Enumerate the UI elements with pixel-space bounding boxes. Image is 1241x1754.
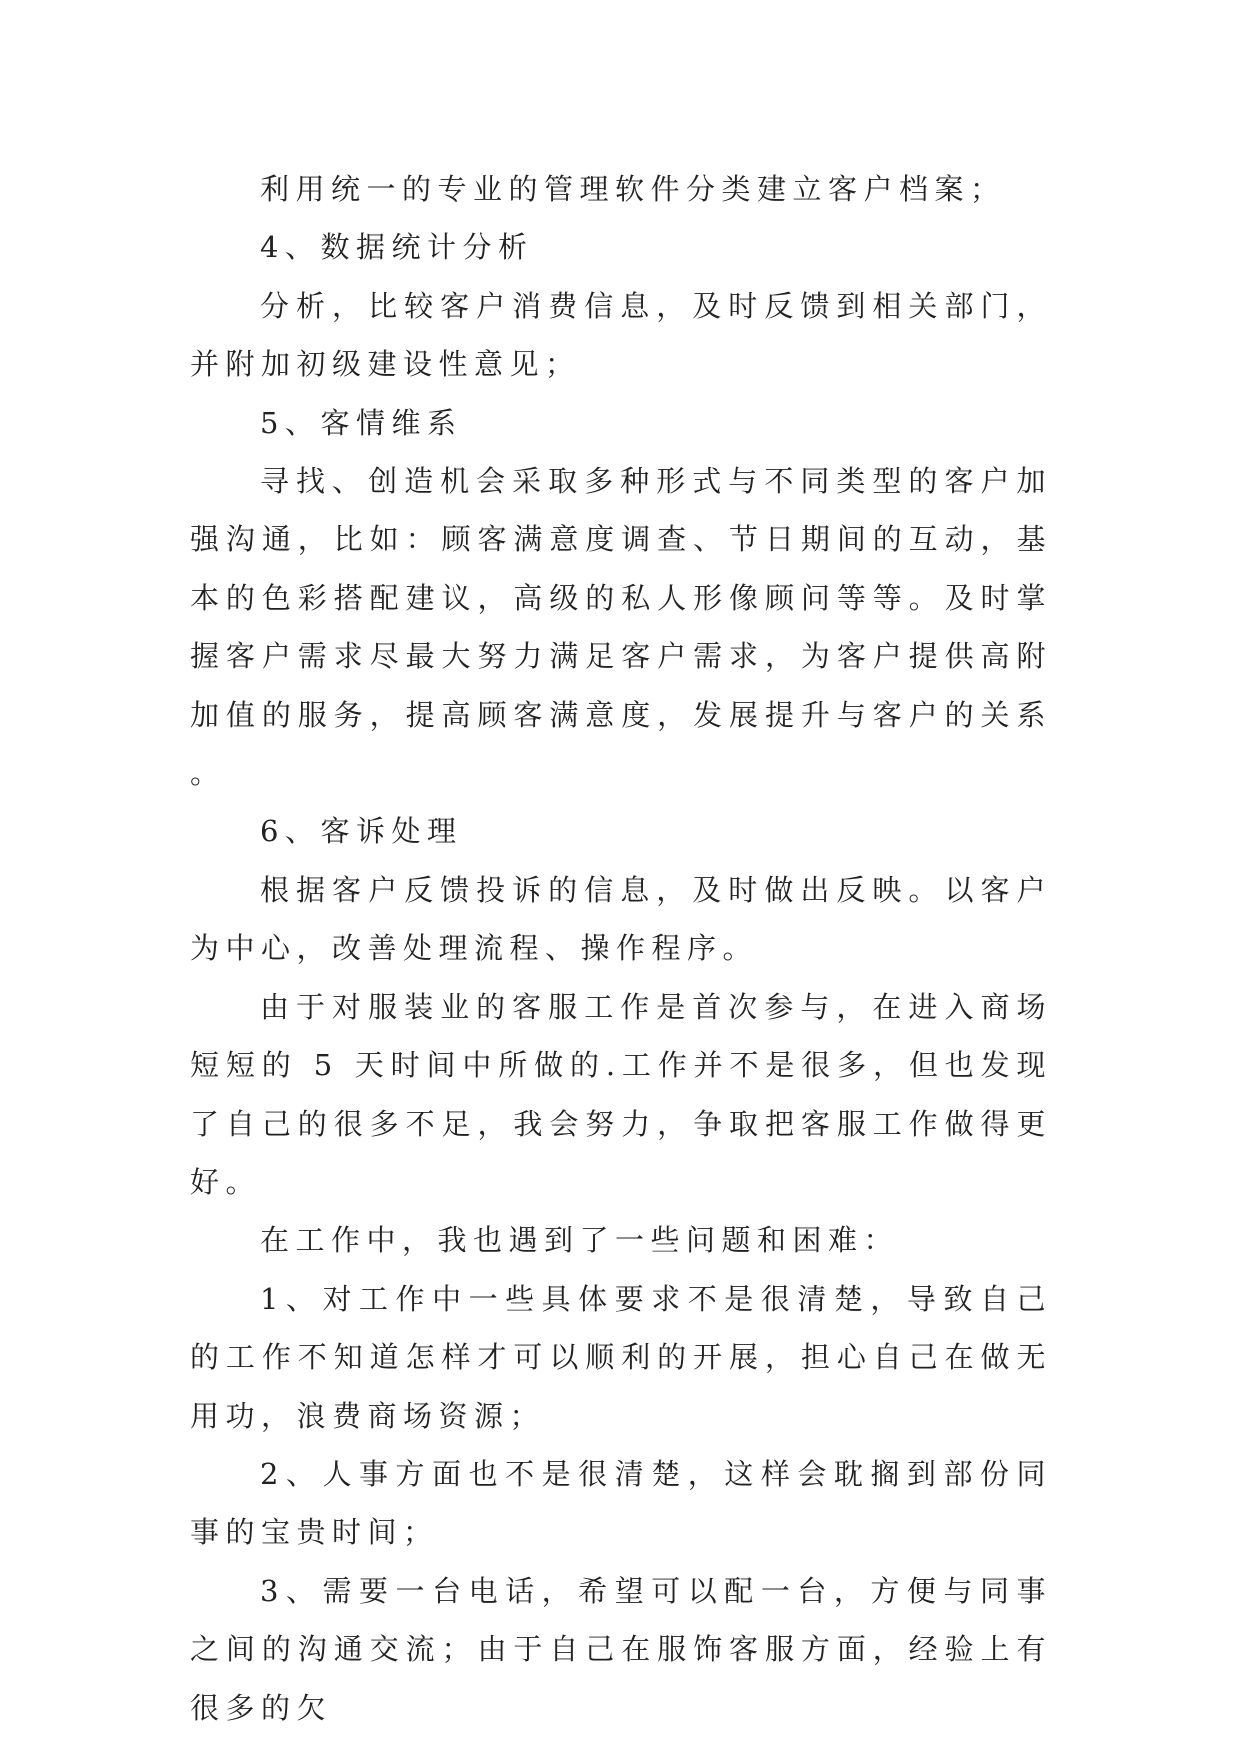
heading-data-analysis: 4、数据统计分析 [260,230,534,265]
paragraph-data-analysis: 分析，比较客户消费信息，及时反馈到相关部门，并附加初级建设性意见； [190,288,1052,382]
heading-complaint-handling: 6、客诉处理 [260,814,463,849]
document-body [190,160,1052,1737]
paragraph-problems-intro: 在工作中，我也遇到了一些问题和困难： [260,1223,900,1258]
list-item-problem-2: 2、人事方面也不是很清楚，这样会耽搁到部份同事的宝贵时间； [190,1456,1052,1550]
paragraph-customer-relations: 寻找、创造机会采取多种形式与不同类型的客户加强沟通，比如：顾客满意度调查、节日期间的互动，基本的色彩搭配建议，高级的私人形像顾问等等。及时掌握客户需求尽最大努力满足客户需求，为客户提供高附加值的服务，提高顾客满意度，发展提升与客户的关系。 [190,464,1052,791]
paragraph-archive: 利用统一的专业的管理软件分类建立客户档案； [260,172,1006,206]
list-item-problem-3: 3、需要一台电话，希望可以配一台，方便与同事之间的沟通交流；由于自己在服饰客服方面，经验上有很多的欠 [190,1573,1052,1725]
list-item-problem-1: 1、对工作中一些具体要求不是很清楚，导致自己的工作不知道怎样才可以顺利的开展，担心自己在做无用功，浪费商场资源； [190,1281,1052,1433]
heading-customer-relations: 5、客情维系 [260,405,463,440]
paragraph-work-summary: 由于对服装业的客服工作是首次参与，在进入商场短短的 5 天时间中所做的.工作并不是很多，但也发现了自己的很多不足，我会努力，争取把客服工作做得更好。 [190,989,1052,1199]
paragraph-complaint-handling: 根据客户反馈投诉的信息，及时做出反映。以客户为中心，改善处理流程、操作程序。 [190,872,1052,966]
